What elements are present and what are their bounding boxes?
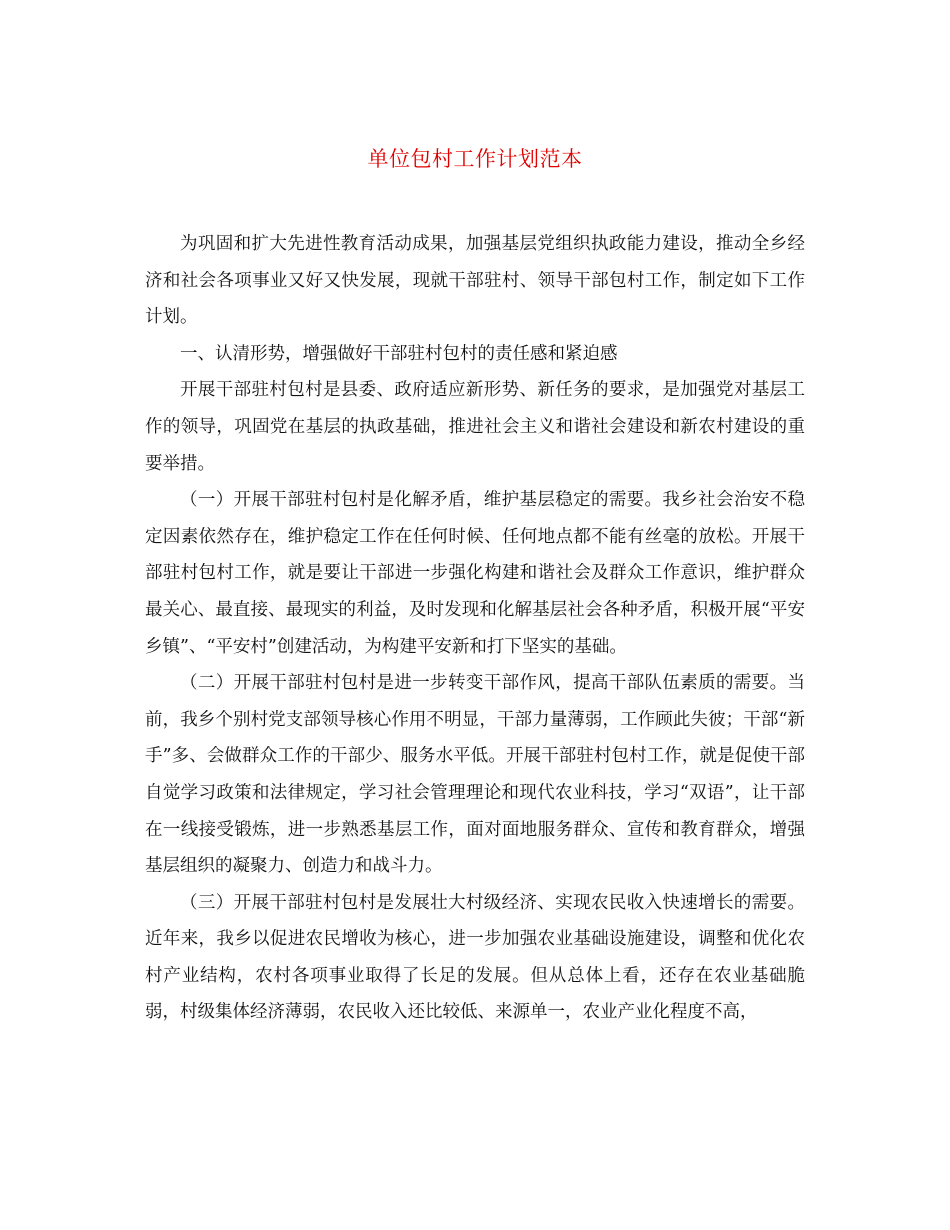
- paragraph-intro: 为巩固和扩大先进性教育活动成果，加强基层党组织执政能力建设，推动全乡经济和社会各项事业又好又快发展，现就干部驻村、领导干部包村工作，制定如下工作计划。: [145, 234, 805, 328]
- section-heading-1: 一、认清形势，增强做好干部驻村包村的责任感和紧迫感: [180, 343, 618, 364]
- paragraph-item-2: （二）开展干部驻村包村是进一步转变干部作风，提高干部队伍素质的需要。当前，我乡个别村党支部领导核心作用不明显，干部力量薄弱，工作顾此失彼；干部“新手”多、会做群众工作的干部少、服务水平低。开展干部驻村包村工作，就是促使干部自觉学习政策和法律规定，学习社会管理理论和现代农业科技，学习“双语”，让干部在一线接受锻炼，进一步熟悉基层工作，面对面地服务群众、宣传和教育群众，增强基层组织的凝聚力、创造力和战斗力。: [145, 673, 805, 877]
- paragraph-section-1: 开展干部驻村包村是县委、政府适应新形势、新任务的要求，是加强党对基层工作的领导，巩固党在基层的执政基础，推进社会主义和谐社会建设和新农村建设的重要举措。: [145, 380, 805, 474]
- paragraph-item-1: （一）开展干部驻村包村是化解矛盾，维护基层稳定的需要。我乡社会治安不稳定因素依然存在，维护稳定工作在任何时候、任何地点都不能有丝毫的放松。开展干部驻村包村工作，就是要让干部进一步强化构建和谐社会及群众工作意识，维护群众最关心、最直接、最现实的利益，及时发现和化解基层社会各种矛盾，积极开展“平安乡镇”、“平安村”创建活动，为构建平安新和打下坚实的基础。: [145, 490, 805, 657]
- paragraph-item-3: （三）开展干部驻村包村是发展壮大村级经济、实现农民收入快速增长的需要。近年来，我乡以促进农民增收为核心，进一步加强农业基础设施建设，调整和优化农村产业结构，农村各项事业取得了长足的发展。但从总体上看，还存在农业基础脆弱，村级集体经济薄弱，农民收入还比较低、来源单一，农业产业化程度不高，: [145, 892, 805, 1023]
- document-title: 单位包村工作计划范本: [367, 147, 583, 171]
- document-body: [145, 226, 805, 1031]
